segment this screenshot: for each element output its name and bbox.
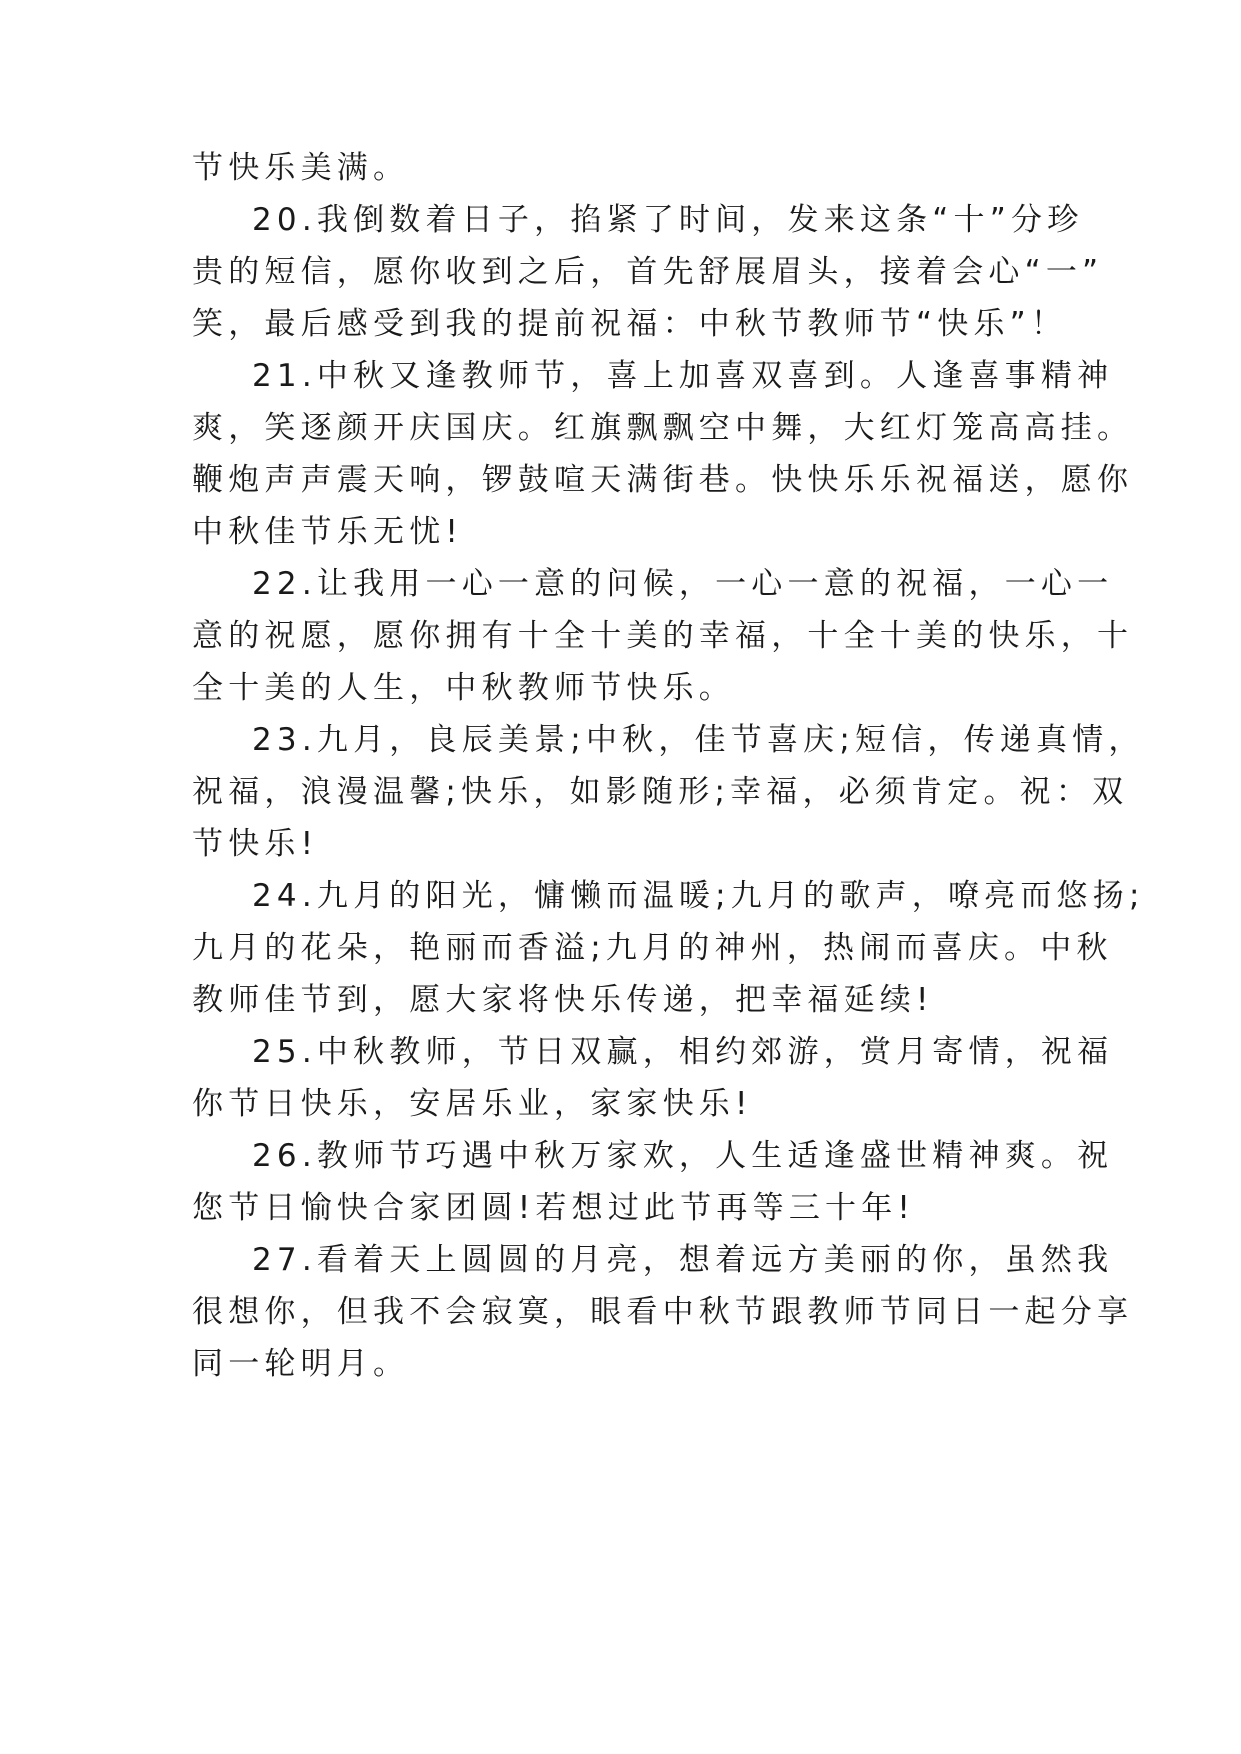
text-line: 您节日愉快合家团圆!若想过此节再等三十年! [192,1190,916,1226]
text-line: 祝福，浪漫温馨;快乐，如影随形;幸福，必须肯定。祝：双 [192,774,1129,810]
text-line: 22.让我用一心一意的问候，一心一意的祝福，一心一 [252,566,1114,602]
text-line: 节快乐美满。 [192,150,410,186]
text-line: 中秋佳节乐无忧! [192,514,464,550]
text-line: 26.教师节巧遇中秋万家欢，人生适逢盛世精神爽。祝 [252,1138,1114,1174]
text-line: 全十美的人生，中秋教师节快乐。 [192,670,735,706]
text-line: 27.看着天上圆圆的月亮，想着远方美丽的你，虽然我 [252,1242,1114,1278]
text-line: 笑，最后感受到我的提前祝福：中秋节教师节“快乐”！ [192,306,1068,342]
text-line: 23.九月，良辰美景;中秋，佳节喜庆;短信，传递真情， [252,722,1145,758]
text-line: 九月的花朵，艳丽而香溢;九月的神州，热闹而喜庆。中秋 [192,930,1113,966]
text-line: 同一轮明月。 [192,1346,410,1382]
text-line: 21.中秋又逢教师节，喜上加喜双喜到。人逢喜事精神 [252,358,1114,394]
text-line: 很想你，但我不会寂寞，眼看中秋节跟教师节同日一起分享 [192,1294,1134,1330]
text-line: 教师佳节到，愿大家将快乐传递，把幸福延续! [192,982,934,1018]
text-line: 鞭炮声声震天响，锣鼓喧天满街巷。快快乐乐祝福送，愿你 [192,462,1134,498]
text-line: 20.我倒数着日子，掐紧了时间，发来这条“十”分珍 [252,202,1084,238]
text-line: 你节日快乐，安居乐业，家家快乐! [192,1086,753,1122]
text-line: 意的祝愿，愿你拥有十全十美的幸福，十全十美的快乐，十 [192,618,1134,654]
text-line: 节快乐! [192,826,319,862]
text-line: 24.九月的阳光，慵懒而温暖;九月的歌声，嘹亮而悠扬; [252,878,1145,914]
text-line: 25.中秋教师，节日双赢，相约郊游，赏月寄情，祝福 [252,1034,1114,1070]
text-line: 爽，笑逐颜开庆国庆。红旗飘飘空中舞，大红灯笼高高挂。 [192,410,1134,446]
text-line: 贵的短信，愿你收到之后，首先舒展眉头，接着会心“一” [192,254,1104,290]
